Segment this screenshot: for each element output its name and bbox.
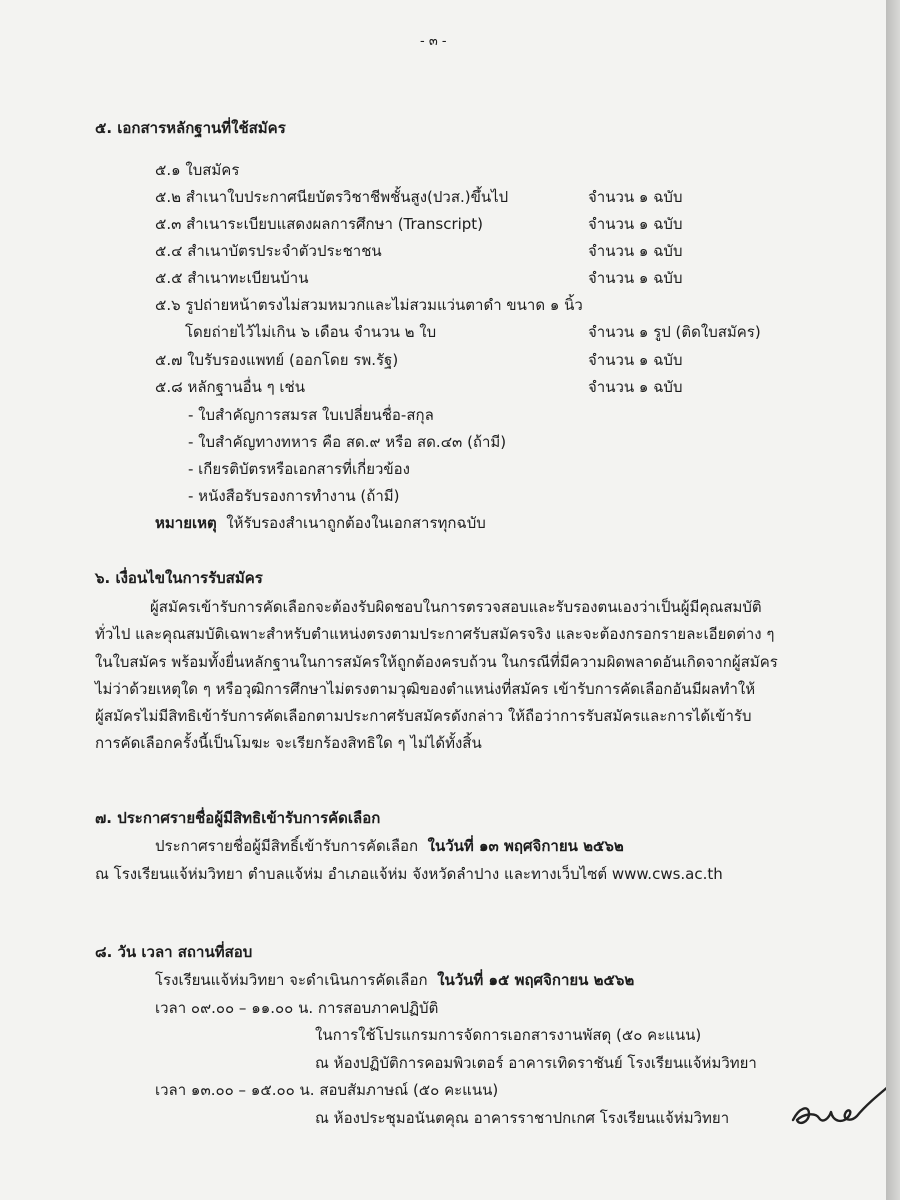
- s6-line-3: ในใบสมัคร พร้อมทั้งยื่นหลักฐานในการสมัครให้ถูกต้องครบถ้วน ในกรณีที่มีความผิดพลาดอันเกิดจากผู้สมัคร: [95, 653, 778, 671]
- s5-item-4: ๕.๔ สำเนาบัตรประจำตัวประชาชน: [155, 242, 382, 260]
- s5-note-text: ให้รับรองสำเนาถูกต้องในเอกสารทุกฉบับ: [226, 514, 486, 532]
- s7-line-1-text: ประกาศรายชื่อผู้มีสิทธิ์เข้ารับการคัดเลือก: [155, 837, 419, 855]
- s8-time-2-detail: ณ ห้องประชุมอนันตคุณ อาคารราชาปกเกศ โรงเรียนแจ้ห่มวิทยา: [315, 1109, 730, 1127]
- section-5-heading: ๕. เอกสารหลักฐานที่ใช้สมัคร: [95, 119, 286, 137]
- s7-line-2: ณ โรงเรียนแจ้ห่มวิทยา ตำบลแจ้ห่ม อำเภอแจ้ห่ม จังหวัดลำปาง และทางเว็บไซต์ www.cws.ac.th: [95, 865, 723, 883]
- s5-bullet-3: - เกียรติบัตรหรือเอกสารที่เกี่ยวข้อง: [188, 460, 410, 478]
- s5-bullet-4: - หนังสือรับรองการทำงาน (ถ้ามี): [188, 487, 400, 505]
- section-7-heading: ๗. ประกาศรายชื่อผู้มีสิทธิเข้ารับการคัดเลือก: [95, 809, 381, 827]
- section-8-heading: ๘. วัน เวลา สถานที่สอบ: [95, 943, 253, 961]
- s5-bullet-1: - ใบสำคัญการสมรส ใบเปลี่ยนชื่อ-สกุล: [188, 406, 434, 424]
- s5-note-label: หมายเหตุ: [155, 514, 217, 532]
- s5-item-6-cont: โดยถ่ายไว้ไม่เกิน ๖ เดือน จำนวน ๒ ใบ: [185, 323, 437, 341]
- s5-item-8: ๕.๘ หลักฐานอื่น ๆ เช่น: [155, 378, 305, 396]
- s5-item-6-qty: จำนวน ๑ รูป (ติดใบสมัคร): [588, 323, 761, 341]
- s6-line-2: ทั่วไป และคุณสมบัติเฉพาะสำหรับตำแหน่งตรงตามประกาศรับสมัครจริง และจะต้องกรอกรายละเอียดต่าง ๆ: [95, 625, 775, 643]
- page-number: - ๓ -: [420, 34, 447, 49]
- s8-line-1: [155, 970, 634, 990]
- s5-item-8-qty: จำนวน ๑ ฉบับ: [588, 378, 683, 396]
- s5-item-1: ๕.๑ ใบสมัคร: [155, 161, 240, 179]
- s8-time-2: เวลา ๑๓.๐๐ – ๑๕.๐๐ น. สอบสัมภาษณ์ (๕๐ คะแนน): [155, 1081, 499, 1099]
- s7-announce-date: ในวันที่ ๑๓ พฤศจิกายน ๒๕๖๒: [427, 837, 624, 855]
- s5-item-7: ๕.๗ ใบรับรองแพทย์ (ออกโดย รพ.รัฐ): [155, 351, 399, 369]
- section-6-heading: ๖. เงื่อนไขในการรับสมัคร: [95, 569, 263, 587]
- s5-item-4-qty: จำนวน ๑ ฉบับ: [588, 242, 683, 260]
- s8-time-1-detail-1: ในการใช้โปรแกรมการจัดการเอกสารงานพัสดุ (๕๐ คะแนน): [315, 1026, 702, 1044]
- handwritten-signature: [785, 1078, 895, 1138]
- s5-item-3-qty: จำนวน ๑ ฉบับ: [588, 215, 683, 233]
- s7-line-1: [155, 836, 624, 856]
- s5-item-5-qty: จำนวน ๑ ฉบับ: [588, 269, 683, 287]
- s6-line-1: ผู้สมัครเข้ารับการคัดเลือกจะต้องรับผิดชอบในการตรวจสอบและรับรองตนเองว่าเป็นผู้มีคุณสมบัติ: [150, 598, 762, 616]
- s5-item-3: ๕.๓ สำเนาระเบียบแสดงผลการศึกษา (Transcript): [155, 215, 484, 233]
- s5-bullet-2: - ใบสำคัญทางทหาร คือ สด.๙ หรือ สด.๔๓ (ถ้ามี): [188, 433, 507, 451]
- s5-item-2-qty: จำนวน ๑ ฉบับ: [588, 188, 683, 206]
- s8-line-1-text: โรงเรียนแจ้ห่มวิทยา จะดำเนินการคัดเลือก: [155, 971, 428, 989]
- s5-item-7-qty: จำนวน ๑ ฉบับ: [588, 351, 683, 369]
- s5-item-5: ๕.๕ สำเนาทะเบียนบ้าน: [155, 269, 309, 287]
- page-edge-shadow: [886, 0, 900, 1200]
- s8-time-1-detail-2: ณ ห้องปฏิบัติการคอมพิวเตอร์ อาคารเทิดราชันย์ โรงเรียนแจ้ห่มวิทยา: [315, 1054, 757, 1072]
- s6-line-5: ผู้สมัครไม่มีสิทธิเข้ารับการคัดเลือกตามประกาศรับสมัครดังกล่าว ให้ถือว่าการรับสมัครและการได้เข้ารับ: [95, 707, 752, 725]
- s6-line-6: การคัดเลือกครั้งนี้เป็นโมฆะ จะเรียกร้องสิทธิใด ๆ ไม่ได้ทั้งสิ้น: [95, 734, 482, 752]
- s5-item-6: ๕.๖ รูปถ่ายหน้าตรงไม่สวมหมวกและไม่สวมแว่นตาดำ ขนาด ๑ นิ้ว: [155, 296, 583, 314]
- s8-time-1: เวลา ๐๙.๐๐ – ๑๑.๐๐ น. การสอบภาคปฏิบัติ: [155, 999, 439, 1017]
- s5-item-2: ๕.๒ สำเนาใบประกาศนียบัตรวิชาชีพชั้นสูง(ปวส.)ขึ้นไป: [155, 188, 509, 206]
- s5-note: [155, 513, 486, 533]
- s6-line-4: ไม่ว่าด้วยเหตุใด ๆ หรือวุฒิการศึกษาไม่ตรงตามวุฒิของตำแหน่งที่สมัคร เข้ารับการคัดเลือกอันมีผลทำให้: [95, 680, 756, 698]
- s8-exam-date: ในวันที่ ๑๕ พฤศจิกายน ๒๕๖๒: [437, 971, 635, 989]
